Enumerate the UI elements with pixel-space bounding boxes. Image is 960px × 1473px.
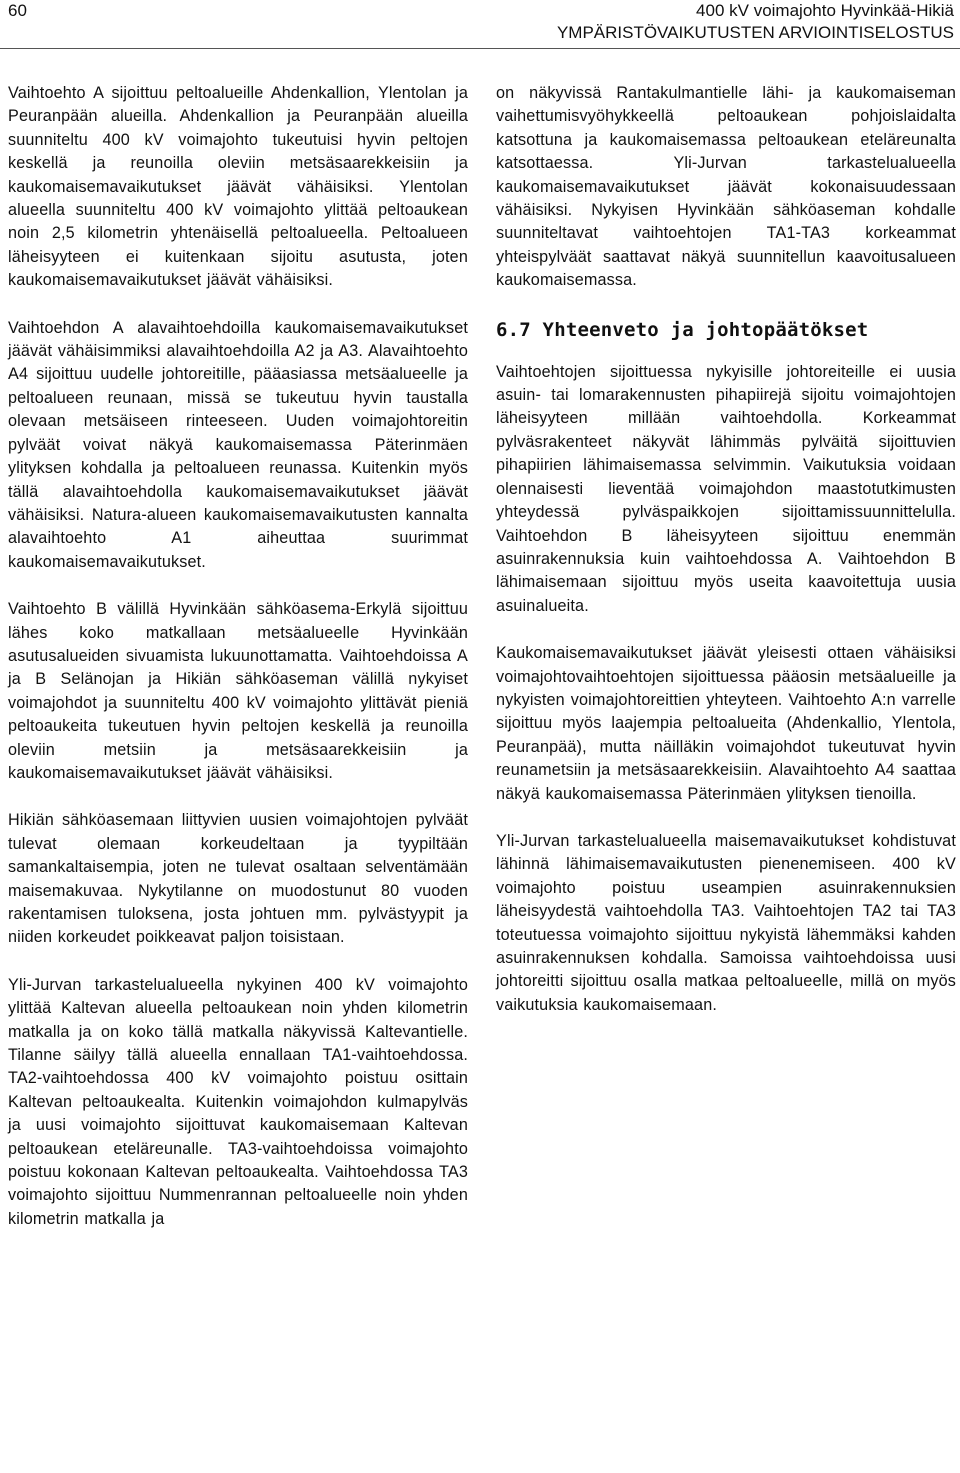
page-number: 60 bbox=[8, 1, 27, 20]
document-subtitle: YMPÄRISTÖVAIKUTUSTEN ARVIOINTISELOSTUS bbox=[556, 23, 954, 42]
header-rule bbox=[0, 48, 960, 49]
document-title: 400 kV voimajohto Hyvinkää-Hikiä bbox=[696, 1, 954, 20]
right-column bbox=[496, 82, 956, 1041]
paragraph: Kaukomaisemavaikutukset jäävät yleisesti ottaen vähäisiksi voimajohtovaihtoehtojen sijoittuessa pääosin metsäalueille ja nykyisten voimajohtoreittien yhteyteen. Vaihtoehto A:n varrelle sijoittuu myös laajempia peltoalueita (Ahdenkallio, Ylentola, Peuranpää), mutta näilläkin voimajohdot tukeutuvat hyvin reunametsiin ja metsäsaarekkeisiin. Alavaihtoehto A4 saattaa näkyä kaukomaisemassa Päterinmäen ylityksen tienoilla. bbox=[496, 644, 956, 803]
paragraph: Hikiän sähköasemaan liittyvien uusien voimajohtojen pylväät tulevat olemaan korkeudeltaan ja tyypiltään samankaltaisempia, joten ne tulevat osaltaan selventämään maisemakuvaa. Nykytilanne on muodostunut 80 vuoden rakentamisen tuloksena, josta johtuen mm. pylvästyypit ja niiden korkeudet poikkeavat paljon toisistaan. bbox=[8, 811, 468, 947]
paragraph: Vaihtoehto B välillä Hyvinkään sähköasema-Erkylä sijoittuu lähes koko matkallaan metsäalueelle Hyvinkään asutusalueiden sivuamista lukuunottamatta. Vaihtoehdoissa A ja B Selänojan ja Hikiän sähköaseman välillä nykyiset voimajohdot ja suunniteltu 400 kV voimajohto ylittävät pieniä peltoaukeita tukeutuen hyvin peltojen keskellä ja reunoilla oleviin metsiin ja metsäsaarekkeisiin ja kaukomaisemavaikutukset jäävät vähäisiksi. bbox=[8, 600, 468, 782]
paragraph: Vaihtoehdon A alavaihtoehdoilla kaukomaisemavaikutukset jäävät vähäisimmiksi alavaihtoehdoilla A2 ja A3. Alavaihtoehto A4 sijoittuu uudelle johtoreitille, pääasiassa metsäalueelle ja peltoalueen reunaan, missä se tukeutuu hyvin taustalla olevaan metsäiseen rinteeseen. Uuden voimajohtoreitin pylväät voivat näkyä kaukomaisemassa Päterinmäen ylityksen kohdalla ja peltoalueen reunassa. Kuitenkin myös tällä alavaihtoehdolla kaukomaisemavaikutukset jäävät vähäisiksi. Natura-alueen kaukomaisemavaikutusten kannalta alavaihtoehto A1 aiheuttaa suurimmat kaukomaisemavaikutukset. bbox=[8, 318, 468, 571]
paragraph: on näkyvissä Rantakulmantielle lähi- ja kaukomaiseman vaihettumisvyöhykkeellä peltoaukean pohjoislaidalta katsottuna ja kaukomaisemassa peltoaukean eteläreunalta katsottaessa. Yli-Jurvan tarkastelualueella kaukomaisemavaikutukset jäävät kokonaisuudessaan vähäisiksi. Nykyisen Hyvinkään sähköaseman kohdalle suunniteltavat vaihtoehtojen TA1-TA3 korkeammat yhteispylväät saattavat näkyä suunnitellun kaavoitusalueen kaukomaisemassa. bbox=[496, 84, 956, 290]
paragraph: Yli-Jurvan tarkastelualueella maisemavaikutukset kohdistuvat lähinnä lähimaisemavaikutusten pienenemiseen. 400 kV voimajohto poistuu useampien asuinrakennuksien läheisyydestä vaihtoehdolla TA3. Vaihtoehtojen TA2 tai TA3 toteutuessa voimajohto sijoittuu nykyistä lähemmäksi kahden asuinrakennuksen kohdalla. Samoissa vaihtoehdoissa uusi johtoreitti sijoittuu osalla matkaa peltoalueelle, millä on myös vaikutuksia kaukomaisemaan. bbox=[496, 831, 956, 1014]
section-heading: 6.7 Yhteenveto ja johtopäätökset bbox=[496, 318, 869, 341]
paragraph: Vaihtoehto A sijoittuu peltoalueille Ahdenkallion, Ylentolan ja Peuranpään alueilla. Ahdenkallion ja Peuranpään alueilla suunniteltu 400 kV voimajohto tukeutuisi hyvin peltojen keskellä ja reunoilla oleviin metsäsaarekkeisiin ja kaukomaisemavaikutukset jäävät vähäisiksi. Ylentolan alueella suunniteltu 400 kV voimajohto ylittää peltoaukean noin 2,5 kilometrin yhtenäisellä peltoalueella. Peltoalueen läheisyyteen ei kuitenkaan sijoitu asutusta, joten kaukomaisemavaikutukset jäävät vähäisiksi. bbox=[8, 84, 468, 290]
running-header bbox=[557, 0, 954, 44]
paragraph: Vaihtoehtojen sijoittuessa nykyisille johtoreiteille ei uusia asuin- tai lomarakennusten pihapiirejä sijoitu voimajohtojen läheisyyteen millään vaihtoehdolla. Korkeammat pylväsrakenteet näkyvät lähimmäs pylväitä sijoittuvien pihapiirien lähimaisemassa selvimmin. Vaikutuksia voidaan olennaisesti lieventää voimajohdon maastotutkimusten yhteydessä pylväspaikkojen sijoittamissuunnittelulla. Vaihtoehdon B läheisyyteen sijoittuu enemmän asuinrakennuksia kuin vaihtoehdossa A. Vaihtoehdon B lähimaisemaan sijoittuu myös useita kaavoitettuja uusia asuinalueita. bbox=[496, 362, 956, 615]
left-column bbox=[8, 82, 468, 1255]
paragraph: Yli-Jurvan tarkastelualueella nykyinen 400 kV voimajohto ylittää Kaltevan alueella peltoaukean noin yhden kilometrin matkalla ja on koko tällä matkalla näkyvissä Kaltevantielle. Tilanne säilyy tällä alueella ennallaan TA1-vaihtoehdossa. TA2-vaihtoehdossa 400 kV voimajohto poistuu osittain Kaltevan peltoaukealta. Kuitenkin voimajohdon kulmapylväs ja uusi voimajohto sijoittuvat kaukomaisemaan Kaltevan peltoaukean eteläreunalle. TA3-vaihtoehdoissa voimajohto poistuu kokonaan Kaltevan peltoaukealta. Vaihtoehdossa TA3 voimajohto sijoittuu Nummenrannan peltoalueelle noin yhden kilometrin matkalla ja bbox=[8, 975, 468, 1228]
